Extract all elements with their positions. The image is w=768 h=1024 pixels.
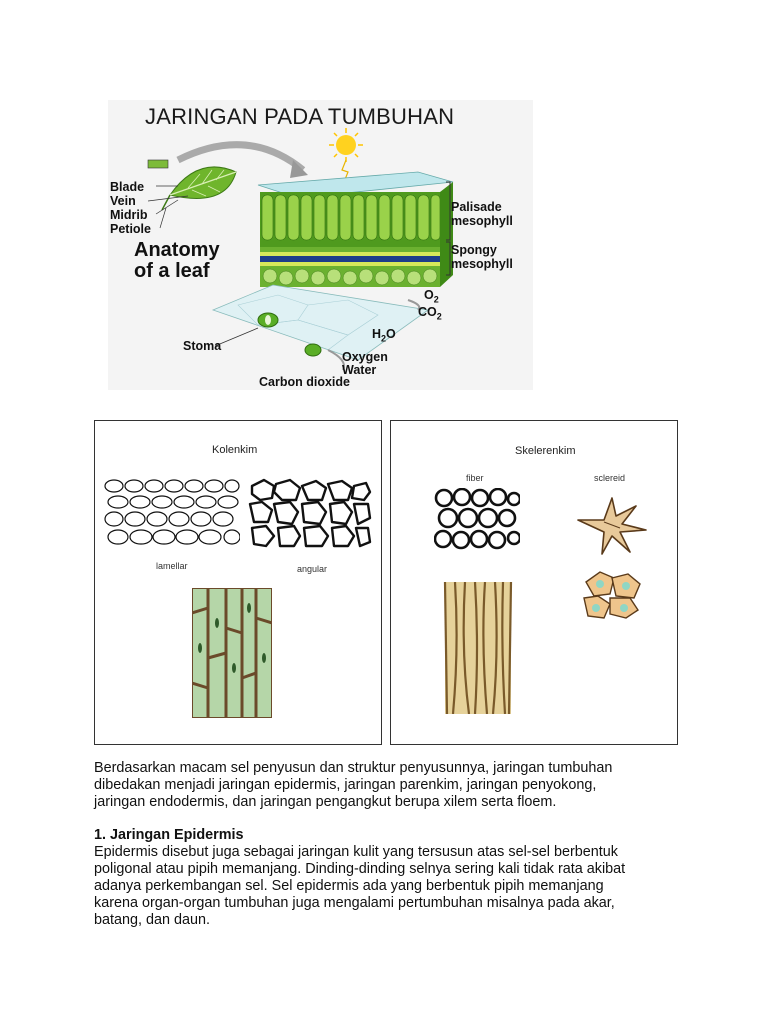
collenchyma-longitudinal-illustration	[192, 588, 272, 718]
sun-icon	[329, 128, 363, 182]
epidermis-paragraph	[94, 844, 694, 929]
label-h2o	[372, 327, 396, 344]
lamellar-cells-illustration	[104, 476, 240, 548]
fiber-cross-section-illustration	[434, 488, 520, 552]
stone-cells-illustration	[580, 568, 644, 620]
figure-title: JARINGAN PADA TUMBUHAN	[145, 104, 455, 129]
angular-label: angular	[297, 564, 328, 574]
palisade-line1: Palisade	[451, 200, 502, 214]
label-o2	[424, 288, 439, 305]
sclereid-label: sclereid	[594, 473, 626, 483]
lamellar-label: lamellar	[156, 561, 188, 571]
o2-text: O	[424, 288, 434, 302]
curved-arrow-icon	[178, 145, 303, 170]
skelerenkim-title: Skelerenkim	[515, 445, 576, 457]
spongy-line1: Spongy	[451, 243, 497, 257]
h2o-text-a: H	[372, 327, 382, 341]
label-blade: Blade	[110, 180, 145, 194]
epidermis-line: karena organ-organ tumbuhan juga mengalami pertumbuhan misalnya pada akar,	[94, 895, 615, 911]
co2-text: CO	[418, 305, 437, 319]
label-carbon-dioxide: Carbon dioxide	[259, 375, 350, 389]
intro-line: Berdasarkan macam sel penyusun dan struktur penyusunnya, jaringan tumbuhan	[94, 760, 613, 776]
sclereid-star-illustration	[574, 492, 648, 556]
kolenkim-title: Kolenkim	[212, 444, 258, 456]
intro-line: jaringan endodermis, dan jaringan pengangkut berupa xilem serta floem.	[94, 794, 557, 810]
fiber-label: fiber	[466, 473, 484, 483]
label-palisade-mesophyll	[451, 200, 513, 228]
epidermis-line: poligonal atau pipih memanjang. Dinding-dinding selnya sering kali tidak rata akibat	[94, 861, 626, 877]
epidermis-line: Epidermis disebut juga sebagai jaringan kulit yang tersusun atas sel-sel berbentuk	[94, 844, 618, 860]
label-petiole: Petiole	[110, 222, 151, 236]
o2-sub: 2	[433, 294, 439, 305]
epidermis-line: adanya perkembangan sel. Sel epidermis ada yang berbentuk pipih memanjang	[94, 878, 604, 894]
label-stoma: Stoma	[183, 339, 222, 353]
h2o-sub: 2	[381, 333, 387, 344]
label-midrib: Midrib	[110, 208, 148, 222]
intro-line: dibedakan menjadi jaringan epidermis, jaringan parenkim, jaringan penyokong,	[94, 777, 597, 793]
anatomy-line1: Anatomy	[134, 239, 220, 261]
label-vein: Vein	[110, 194, 136, 208]
intro-paragraph	[94, 760, 694, 811]
co2-sub: 2	[436, 311, 442, 322]
section-heading-epidermis: 1. Jaringan Epidermis	[94, 827, 244, 843]
label-oxygen: Oxygen	[342, 350, 388, 364]
epidermis-line: batang, dan daun.	[94, 912, 211, 928]
label-spongy-mesophyll	[451, 243, 513, 271]
leaf-icon	[162, 167, 236, 210]
h2o-text-b: O	[386, 327, 396, 341]
anatomy-of-a-leaf	[134, 240, 220, 282]
label-water: Water	[342, 363, 377, 377]
spongy-line2: mesophyll	[451, 257, 513, 271]
label-co2	[418, 305, 442, 322]
anatomy-line2: of a leaf	[134, 260, 210, 282]
fiber-longitudinal-illustration	[441, 582, 515, 714]
angular-cells-illustration	[248, 478, 372, 550]
palisade-line2: mesophyll	[451, 214, 513, 228]
